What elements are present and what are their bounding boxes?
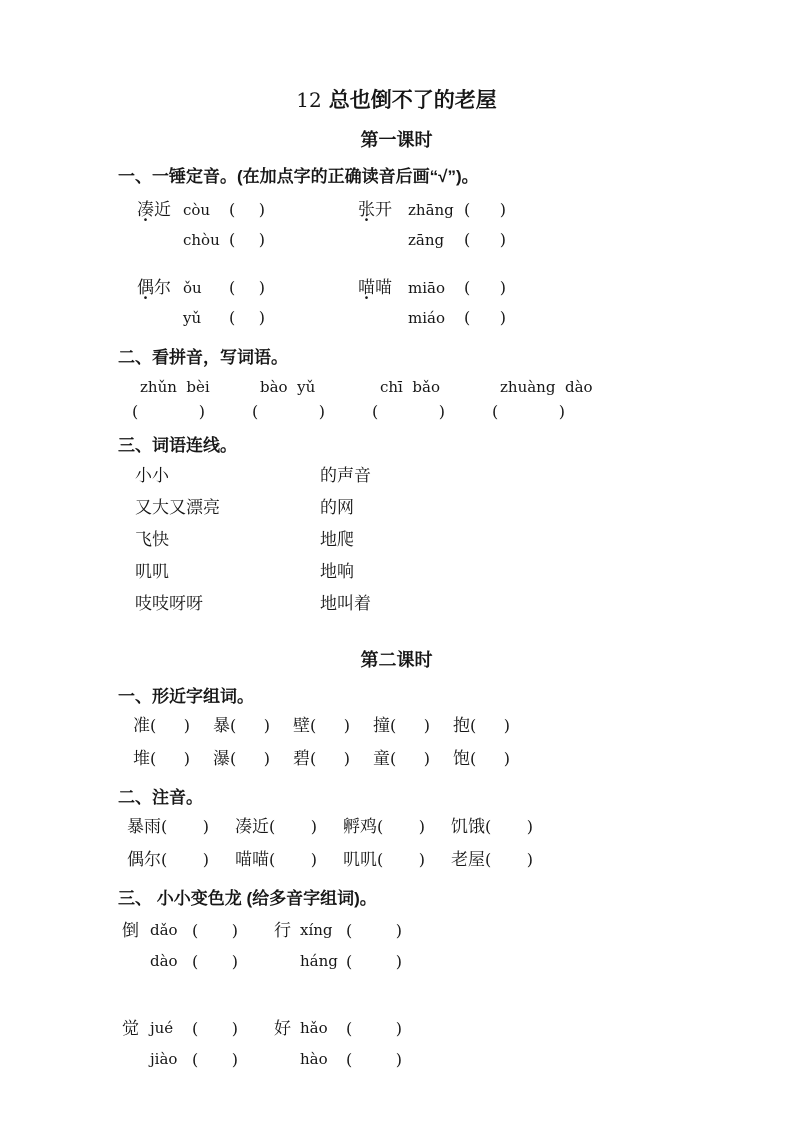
answer-blank bbox=[390, 711, 430, 740]
answer-blank bbox=[377, 845, 425, 874]
paren-close: ) bbox=[198, 402, 205, 421]
word-rest: 尔 bbox=[154, 278, 171, 297]
target-word bbox=[137, 195, 183, 225]
paren-open: ( bbox=[470, 749, 477, 768]
linking-row bbox=[135, 556, 793, 588]
paren-open: ( bbox=[346, 1019, 353, 1038]
linking-left-word: 吱吱呀呀 bbox=[135, 594, 203, 613]
answer-blank bbox=[229, 225, 265, 255]
paren-open: ( bbox=[464, 278, 471, 297]
paren-open: ( bbox=[390, 716, 397, 735]
polyphone-char: 好 bbox=[274, 1019, 291, 1038]
s2-question3-label: 三、 小小变色龙 (给多音字组词)。 bbox=[118, 889, 377, 908]
pinyin-option: ǒu bbox=[183, 279, 202, 297]
paren-open: ( bbox=[192, 952, 199, 971]
paren-open: ( bbox=[150, 749, 157, 768]
polyphone-reading: dǎo bbox=[150, 921, 178, 939]
paren-close: ) bbox=[202, 850, 209, 869]
answer-blank bbox=[161, 812, 209, 841]
paren-open: ( bbox=[492, 402, 499, 421]
linking-left-word: 叽叽 bbox=[135, 562, 169, 581]
paren-open: ( bbox=[229, 230, 236, 249]
pinyin-prompt: zhǔn bèi bbox=[140, 378, 210, 396]
paren-close: ) bbox=[231, 1019, 238, 1038]
polyphone-char: 倒 bbox=[122, 921, 139, 940]
polyphone-char: 行 bbox=[274, 921, 291, 940]
pinyin-writing-item bbox=[492, 378, 593, 421]
similar-char-item bbox=[213, 744, 293, 773]
polyphone-char: 觉 bbox=[122, 1019, 139, 1038]
similar-char-item bbox=[373, 744, 453, 773]
paren-close: ) bbox=[526, 850, 533, 869]
answer-blank bbox=[192, 1044, 238, 1075]
polyphone-block-1 bbox=[122, 915, 793, 977]
paren-open: ( bbox=[192, 921, 199, 940]
word: 叽叽 bbox=[343, 850, 377, 869]
annotate-item bbox=[451, 812, 559, 841]
similar-char-item bbox=[133, 711, 213, 740]
paren-open: ( bbox=[464, 200, 471, 219]
answer-blank bbox=[346, 915, 402, 946]
polyphone-block-2 bbox=[122, 1013, 793, 1075]
dotted-char: 偶 bbox=[137, 278, 154, 297]
pinyin-option: miāo bbox=[408, 279, 445, 297]
pron-group-ouer bbox=[137, 273, 358, 333]
dotted-char: 张 bbox=[358, 200, 375, 219]
paren-close: ) bbox=[343, 749, 350, 768]
s2-question2-label: 二、注音。 bbox=[118, 788, 203, 807]
linking-left-word: 飞快 bbox=[135, 530, 169, 549]
annotate-item bbox=[235, 845, 343, 874]
answer-blank bbox=[229, 195, 265, 225]
paren-open: ( bbox=[310, 749, 317, 768]
session2-heading: 第二课时 bbox=[360, 650, 433, 670]
paren-open: ( bbox=[346, 921, 353, 940]
paren-close: ) bbox=[503, 749, 510, 768]
answer-blank bbox=[252, 402, 325, 421]
s1-question1-label: 一、一锤定音。(在加点字的正确读音后画“√”)。 bbox=[118, 167, 479, 186]
pron-group-miaomiao bbox=[358, 273, 793, 333]
word: 暴雨 bbox=[127, 817, 161, 836]
pronunciation-row-2 bbox=[137, 273, 793, 333]
dotted-char: 喵 bbox=[358, 278, 375, 297]
similar-char-item bbox=[133, 744, 213, 773]
char: 堆 bbox=[133, 749, 150, 768]
answer-blank bbox=[230, 711, 270, 740]
similar-char-row-2 bbox=[133, 744, 793, 773]
paren-close: ) bbox=[310, 850, 317, 869]
answer-blank bbox=[230, 744, 270, 773]
answer-blank bbox=[377, 812, 425, 841]
paren-open: ( bbox=[229, 308, 236, 327]
paren-open: ( bbox=[192, 1050, 199, 1069]
similar-char-item bbox=[453, 711, 533, 740]
polyphone-reading: háng bbox=[300, 952, 338, 970]
annotate-item bbox=[235, 812, 343, 841]
paren-close: ) bbox=[395, 952, 402, 971]
paren-close: ) bbox=[499, 200, 506, 219]
pinyin-prompt: zhuàng dào bbox=[500, 378, 593, 396]
answer-blank bbox=[464, 225, 506, 255]
annotate-item bbox=[127, 845, 235, 874]
answer-blank bbox=[372, 402, 445, 421]
pinyin-prompt: bào yǔ bbox=[260, 378, 316, 396]
paren-close: ) bbox=[202, 817, 209, 836]
word: 饥饿 bbox=[451, 817, 485, 836]
answer-blank bbox=[192, 915, 238, 946]
polyphone-reading: dào bbox=[150, 952, 178, 970]
paren-close: ) bbox=[423, 716, 430, 735]
dotted-char: 凑 bbox=[137, 200, 154, 219]
paren-close: ) bbox=[263, 716, 270, 735]
similar-char-item bbox=[293, 744, 373, 773]
similar-char-item bbox=[453, 744, 533, 773]
annotate-item bbox=[343, 845, 451, 874]
answer-blank bbox=[150, 744, 190, 773]
char: 饱 bbox=[453, 749, 470, 768]
pron-group-couji bbox=[137, 195, 358, 255]
pinyin-option: chòu bbox=[183, 231, 220, 249]
paren-open: ( bbox=[252, 402, 259, 421]
session1-heading: 第一课时 bbox=[360, 130, 433, 150]
paren-close: ) bbox=[499, 308, 506, 327]
answer-blank bbox=[192, 946, 238, 977]
answer-blank bbox=[464, 195, 506, 225]
paren-open: ( bbox=[346, 952, 353, 971]
linking-row bbox=[135, 492, 793, 524]
paren-close: ) bbox=[343, 716, 350, 735]
paren-close: ) bbox=[231, 952, 238, 971]
paren-close: ) bbox=[258, 200, 265, 219]
annotate-pinyin-row-1 bbox=[127, 812, 793, 841]
linking-row bbox=[135, 588, 793, 620]
pronunciation-row-1 bbox=[137, 195, 793, 255]
paren-close: ) bbox=[503, 716, 510, 735]
word: 偶尔 bbox=[127, 850, 161, 869]
paren-close: ) bbox=[395, 1050, 402, 1069]
answer-blank bbox=[470, 744, 510, 773]
paren-open: ( bbox=[132, 402, 139, 421]
char: 准 bbox=[133, 716, 150, 735]
linking-row bbox=[135, 524, 793, 556]
paren-open: ( bbox=[390, 749, 397, 768]
pinyin-option: miáo bbox=[408, 309, 445, 327]
paren-close: ) bbox=[499, 278, 506, 297]
pinyin-writing-item bbox=[252, 378, 328, 421]
lesson-title-text: 总也倒不了的老屋 bbox=[328, 89, 497, 112]
paren-open: ( bbox=[161, 850, 168, 869]
paren-open: ( bbox=[269, 850, 276, 869]
answer-blank bbox=[464, 273, 506, 303]
paren-open: ( bbox=[372, 402, 379, 421]
similar-char-item bbox=[293, 711, 373, 740]
annotate-item bbox=[343, 812, 451, 841]
paren-open: ( bbox=[229, 278, 236, 297]
pinyin-option: yǔ bbox=[183, 309, 202, 327]
paren-open: ( bbox=[229, 200, 236, 219]
char: 碧 bbox=[293, 749, 310, 768]
polyphone-reading: hào bbox=[300, 1050, 328, 1068]
word: 凑近 bbox=[235, 817, 269, 836]
word: 喵喵 bbox=[235, 850, 269, 869]
paren-open: ( bbox=[230, 749, 237, 768]
page-title bbox=[0, 0, 793, 114]
answer-blank bbox=[485, 812, 533, 841]
paren-close: ) bbox=[526, 817, 533, 836]
paren-open: ( bbox=[464, 308, 471, 327]
answer-blank bbox=[269, 845, 317, 874]
paren-close: ) bbox=[258, 278, 265, 297]
paren-close: ) bbox=[310, 817, 317, 836]
paren-close: ) bbox=[231, 1050, 238, 1069]
char: 撞 bbox=[373, 716, 390, 735]
paren-close: ) bbox=[263, 749, 270, 768]
paren-open: ( bbox=[150, 716, 157, 735]
answer-blank bbox=[390, 744, 430, 773]
polyphone-reading: hǎo bbox=[300, 1019, 328, 1037]
answer-blank bbox=[132, 402, 205, 421]
polyphone-reading: jiào bbox=[150, 1050, 178, 1068]
paren-close: ) bbox=[395, 1019, 402, 1038]
char: 暴 bbox=[213, 716, 230, 735]
linking-right-word: 的网 bbox=[320, 498, 354, 517]
paren-open: ( bbox=[470, 716, 477, 735]
word-rest: 喵 bbox=[375, 278, 392, 297]
answer-blank bbox=[229, 303, 265, 333]
pinyin-option: zhāng bbox=[408, 201, 454, 219]
answer-blank bbox=[192, 1013, 238, 1044]
pinyin-writing-row bbox=[132, 378, 793, 421]
answer-blank bbox=[346, 1013, 402, 1044]
paren-open: ( bbox=[310, 716, 317, 735]
paren-close: ) bbox=[558, 402, 565, 421]
paren-close: ) bbox=[499, 230, 506, 249]
answer-blank bbox=[346, 946, 402, 977]
paren-close: ) bbox=[418, 817, 425, 836]
char: 壁 bbox=[293, 716, 310, 735]
paren-open: ( bbox=[485, 850, 492, 869]
linking-right-word: 地叫着 bbox=[320, 594, 371, 613]
answer-blank bbox=[492, 402, 565, 421]
word-rest: 开 bbox=[375, 200, 392, 219]
pinyin-writing-item bbox=[372, 378, 448, 421]
linking-right-word: 地爬 bbox=[320, 530, 354, 549]
annotate-pinyin-row-2 bbox=[127, 845, 793, 874]
polyphone-reading: jué bbox=[150, 1019, 174, 1037]
annotate-item bbox=[451, 845, 559, 874]
paren-close: ) bbox=[395, 921, 402, 940]
pinyin-option: zāng bbox=[408, 231, 445, 249]
paren-close: ) bbox=[258, 308, 265, 327]
word-rest: 近 bbox=[154, 200, 171, 219]
paren-open: ( bbox=[192, 1019, 199, 1038]
char: 抱 bbox=[453, 716, 470, 735]
similar-char-item bbox=[213, 711, 293, 740]
pinyin-option: còu bbox=[183, 201, 211, 219]
paren-open: ( bbox=[485, 817, 492, 836]
target-word bbox=[358, 195, 408, 225]
answer-blank bbox=[310, 711, 350, 740]
answer-blank bbox=[161, 845, 209, 874]
paren-open: ( bbox=[377, 817, 384, 836]
answer-blank bbox=[470, 711, 510, 740]
paren-open: ( bbox=[464, 230, 471, 249]
word: 老屋 bbox=[451, 850, 485, 869]
paren-close: ) bbox=[183, 716, 190, 735]
target-word bbox=[358, 273, 408, 303]
linking-row bbox=[135, 460, 793, 492]
paren-close: ) bbox=[258, 230, 265, 249]
char: 瀑 bbox=[213, 749, 230, 768]
answer-blank bbox=[346, 1044, 402, 1075]
answer-blank bbox=[464, 303, 506, 333]
lesson-number: 12 bbox=[296, 88, 322, 112]
similar-char-row-1 bbox=[133, 711, 793, 740]
polyphone-reading: xíng bbox=[300, 921, 333, 939]
target-word bbox=[137, 273, 183, 303]
answer-blank bbox=[229, 273, 265, 303]
paren-close: ) bbox=[438, 402, 445, 421]
char: 童 bbox=[373, 749, 390, 768]
s2-question1-label: 一、形近字组词。 bbox=[118, 687, 254, 706]
answer-blank bbox=[150, 711, 190, 740]
similar-char-item bbox=[373, 711, 453, 740]
annotate-item bbox=[127, 812, 235, 841]
linking-left-word: 又大又漂亮 bbox=[135, 498, 220, 517]
answer-blank bbox=[269, 812, 317, 841]
answer-blank bbox=[310, 744, 350, 773]
paren-close: ) bbox=[231, 921, 238, 940]
linking-right-word: 地响 bbox=[320, 562, 354, 581]
paren-open: ( bbox=[161, 817, 168, 836]
s1-question2-label: 二、看拼音，写词语。 bbox=[118, 348, 288, 367]
linking-left-word: 小小 bbox=[135, 466, 169, 485]
linking-right-word: 的声音 bbox=[320, 466, 371, 485]
paren-open: ( bbox=[230, 716, 237, 735]
paren-open: ( bbox=[346, 1050, 353, 1069]
pinyin-prompt: chī bǎo bbox=[380, 378, 440, 396]
paren-close: ) bbox=[423, 749, 430, 768]
s1-question3-label: 三、词语连线。 bbox=[118, 436, 237, 455]
paren-close: ) bbox=[183, 749, 190, 768]
pinyin-writing-item bbox=[132, 378, 208, 421]
paren-open: ( bbox=[269, 817, 276, 836]
paren-open: ( bbox=[377, 850, 384, 869]
pron-group-zhangkai bbox=[358, 195, 793, 255]
answer-blank bbox=[485, 845, 533, 874]
paren-close: ) bbox=[418, 850, 425, 869]
paren-close: ) bbox=[318, 402, 325, 421]
word-linking-list bbox=[0, 460, 793, 620]
word: 孵鸡 bbox=[343, 817, 377, 836]
